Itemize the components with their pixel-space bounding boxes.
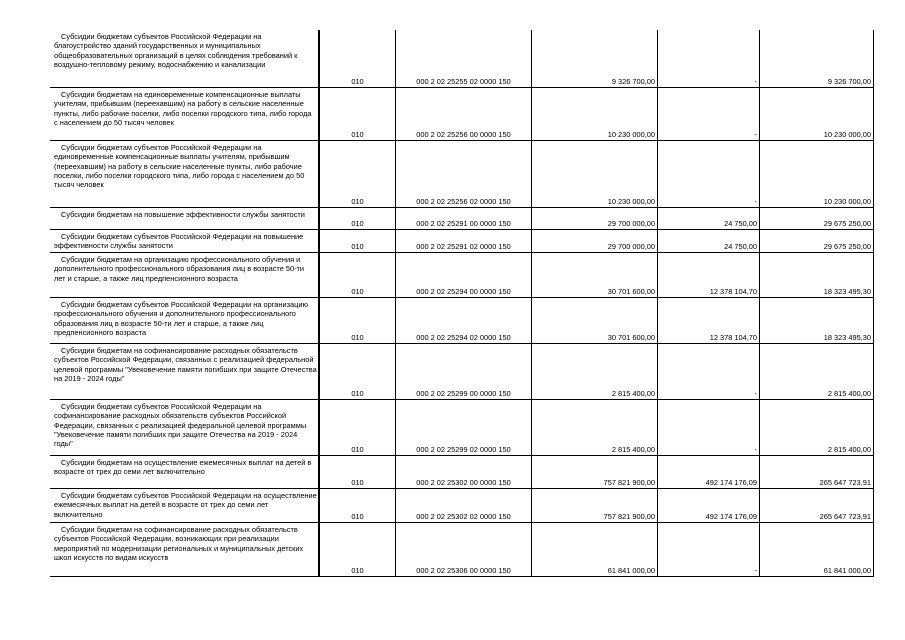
row-kbk: 000 2 02 25302 02 0000 150 (396, 489, 532, 522)
row-name: Субсидии бюджетам субъектов Российской Федерации на единовременные компенсационные выплаты учителям, прибывшим (переехавшим) на работу в сельские населенные пункты, либо рабочие поселки, либо поселки городского типа, либо города с населением до 50 тысяч человек (50, 141, 320, 207)
row-code: 010 (320, 344, 396, 399)
row-code: 010 (320, 30, 396, 87)
row-kbk: 000 2 02 25299 02 0000 150 (396, 400, 532, 455)
row-remaining: 2 815 400,00 (760, 400, 874, 455)
row-approved: 2 815 400,00 (532, 400, 658, 455)
row-name: Субсидии бюджетам на осуществление ежемесячных выплат на детей в возрасте от трех до семи лет включительно (50, 456, 320, 488)
row-remaining: 10 230 000,00 (760, 141, 874, 207)
row-name: Субсидии бюджетам на единовременные компенсационные выплаты учителям, прибывшим (переехавшим) на работу в сельские населенные пункты, либо рабочие поселки, либо поселки городского типа, либо города с населением до 50 тысяч человек (50, 88, 320, 140)
row-approved: 10 230 000,00 (532, 141, 658, 207)
row-remaining: 265 647 723,91 (760, 456, 874, 488)
row-name: Субсидии бюджетам субъектов Российской Федерации на повышение эффективности службы занятости (50, 230, 320, 252)
row-remaining: 29 675 250,00 (760, 208, 874, 229)
row-name: Субсидии бюджетам на повышение эффективности службы занятости (50, 208, 320, 229)
row-executed: 492 174 176,09 (658, 489, 760, 522)
row-approved: 29 700 000,00 (532, 230, 658, 252)
row-name: Субсидии бюджетам субъектов Российской Федерации на осуществление ежемесячных выплат на детей в возрасте от трех до семи лет включительно (50, 489, 320, 522)
row-kbk: 000 2 02 25299 00 0000 150 (396, 344, 532, 399)
table-row (50, 344, 874, 400)
row-kbk: 000 2 02 25294 00 0000 150 (396, 253, 532, 297)
table-row (50, 489, 874, 523)
row-code: 010 (320, 400, 396, 455)
table-row (50, 253, 874, 298)
row-code: 010 (320, 456, 396, 488)
row-executed: - (658, 400, 760, 455)
table-row (50, 298, 874, 344)
row-approved: 757 821 900,00 (532, 489, 658, 522)
row-remaining: 61 841 000,00 (760, 523, 874, 576)
row-kbk: 000 2 02 25256 02 0000 150 (396, 141, 532, 207)
row-executed: - (658, 344, 760, 399)
row-code: 010 (320, 253, 396, 297)
row-approved: 29 700 000,00 (532, 208, 658, 229)
row-executed: 24 750,00 (658, 230, 760, 252)
row-executed: 492 174 176,09 (658, 456, 760, 488)
table-row (50, 400, 874, 456)
row-remaining: 18 323 495,30 (760, 253, 874, 297)
row-approved: 61 841 000,00 (532, 523, 658, 576)
table-row (50, 523, 874, 577)
row-name: Субсидии бюджетам субъектов Российской Федерации на организацию профессионального обучения и дополнительного профессионального образования лиц в возрасте 50-ти лет и старше, а также лиц предпенсионного возраста (50, 298, 320, 343)
row-remaining: 18 323 495,30 (760, 298, 874, 343)
row-executed: 12 378 104,70 (658, 253, 760, 297)
row-name: Субсидии бюджетам на организацию профессионального обучения и дополнительного профессионального образования лиц в возрасте 50-ти лет и старше, а также лиц предпенсионного возраста (50, 253, 320, 297)
row-kbk: 000 2 02 25306 00 0000 150 (396, 523, 532, 576)
row-code: 010 (320, 208, 396, 229)
row-code: 010 (320, 523, 396, 576)
row-code: 010 (320, 88, 396, 140)
row-approved: 2 815 400,00 (532, 344, 658, 399)
row-executed: 12 378 104,70 (658, 298, 760, 343)
row-remaining: 265 647 723,91 (760, 489, 874, 522)
row-remaining: 10 230 000,00 (760, 88, 874, 140)
row-code: 010 (320, 141, 396, 207)
table-row (50, 30, 874, 88)
row-remaining: 29 675 250,00 (760, 230, 874, 252)
row-kbk: 000 2 02 25291 02 0000 150 (396, 230, 532, 252)
table-row (50, 456, 874, 489)
row-executed: 24 750,00 (658, 208, 760, 229)
row-executed: - (658, 523, 760, 576)
row-remaining: 2 815 400,00 (760, 344, 874, 399)
row-remaining: 9 326 700,00 (760, 30, 874, 87)
table-row (50, 230, 874, 253)
table-row (50, 88, 874, 141)
row-executed: - (658, 30, 760, 87)
budget-table (50, 30, 874, 577)
row-name: Субсидии бюджетам на софинансирование расходных обязательств субъектов Российской Федерации, возникающих при реализации мероприятий по модернизации региональных и муниципальных детских школ искусств по видам искусств (50, 523, 320, 576)
row-kbk: 000 2 02 25294 02 0000 150 (396, 298, 532, 343)
row-name: Субсидии бюджетам на софинансирование расходных обязательств субъектов Российской Федерации, связанных с реализацией федеральной целевой программы "Увековечение памяти погибших при защите Отечества на 2019 - 2024 годы" (50, 344, 320, 399)
row-approved: 10 230 000,00 (532, 88, 658, 140)
row-kbk: 000 2 02 25255 02 0000 150 (396, 30, 532, 87)
row-executed: - (658, 88, 760, 140)
table-row (50, 208, 874, 230)
table-row (50, 141, 874, 208)
row-name: Субсидии бюджетам субъектов Российской Федерации на софинансирование расходных обязательств субъектов Российской Федерации, связанных с реализацией федеральной целевой программы "Увековечение памяти погибших при защите Отечества на 2019 - 2024 годы" (50, 400, 320, 455)
row-name: Субсидии бюджетам субъектов Российской Федерации на благоустройство зданий государственных и муниципальных общеобразовательных организаций в целях соблюдения требований к воздушно-тепловому режиму, водоснабжению и канализации (50, 30, 320, 87)
row-approved: 9 326 700,00 (532, 30, 658, 87)
row-kbk: 000 2 02 25302 00 0000 150 (396, 456, 532, 488)
row-code: 010 (320, 298, 396, 343)
row-approved: 30 701 600,00 (532, 298, 658, 343)
row-approved: 30 701 600,00 (532, 253, 658, 297)
row-code: 010 (320, 489, 396, 522)
row-executed: - (658, 141, 760, 207)
row-code: 010 (320, 230, 396, 252)
row-kbk: 000 2 02 25256 00 0000 150 (396, 88, 532, 140)
row-kbk: 000 2 02 25291 00 0000 150 (396, 208, 532, 229)
row-approved: 757 821 900,00 (532, 456, 658, 488)
